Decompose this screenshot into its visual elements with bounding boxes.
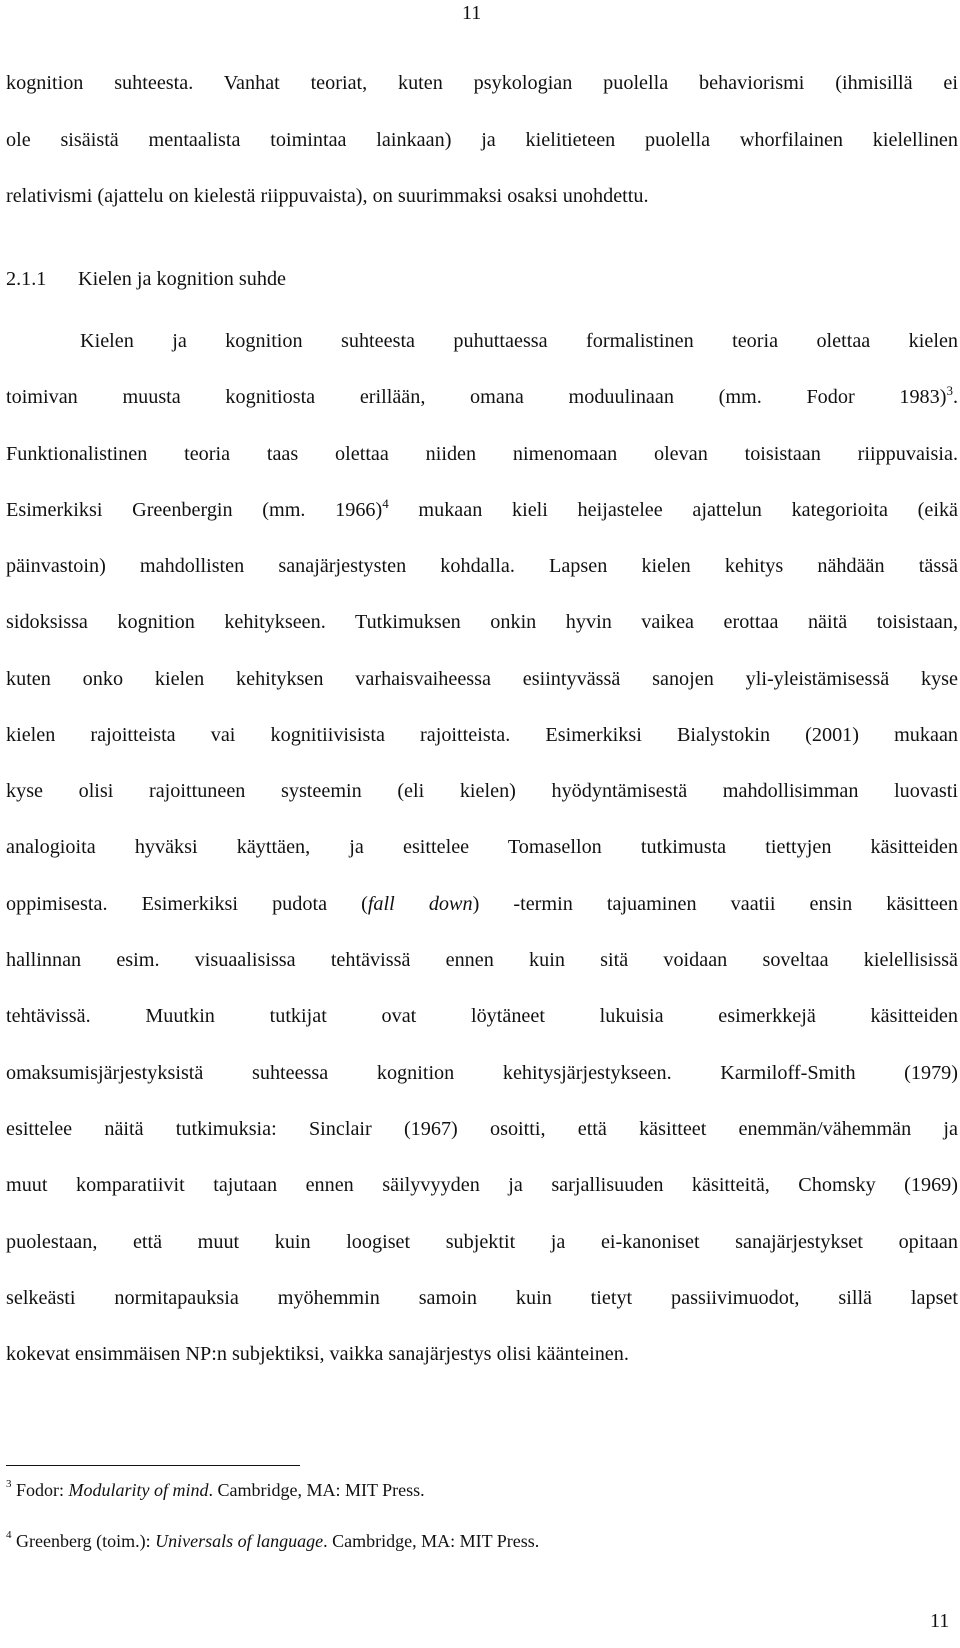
body-line-4-text-a: Esimerkiksi Greenbergin (mm. 1966) — [6, 499, 383, 521]
footnote-4-title: Universals of language — [155, 1531, 324, 1551]
intro-line-1: kognition suhteesta. Vanhat teoriat, kuten psykologian puolella behaviorismi (ihmisillä ei — [6, 72, 958, 94]
footnote-divider — [6, 1465, 300, 1466]
footnote-3-pre: Fodor: — [16, 1480, 69, 1500]
footnote-3-title: Modularity of mind — [68, 1480, 209, 1500]
section-heading — [6, 266, 958, 292]
footnote-4-mark: 4 — [6, 1529, 12, 1541]
footnote-4-post: . Cambridge, MA: MIT Press. — [323, 1531, 540, 1551]
footnote-ref-period: . — [952, 386, 958, 408]
footnote-4 — [6, 1530, 539, 1552]
body-line-6: sidoksissa kognition kehitykseen. Tutkimuksen onkin hyvin vaikea erottaa näitä toisistaan, — [6, 611, 958, 633]
body-line-5: päinvastoin) mahdollisten sanajärjestysten kohdalla. Lapsen kielen kehitys nähdään tässä — [6, 555, 958, 577]
footnote-ref-3: 3 — [946, 383, 953, 398]
intro-line-2: ole sisäistä mentaalista toimintaa lainkaan) ja kielitieteen puolella whorfilainen kielellinen — [6, 129, 958, 151]
section-number: 2.1.1 — [6, 268, 47, 290]
body-line-15: esittelee näitä tutkimuksia: Sinclair (1967) osoitti, että käsitteet enemmän/vähemmän ja — [6, 1118, 958, 1140]
body-line-3: Funktionalistinen teoria taas olettaa niiden nimenomaan olevan toisistaan riippuvaisia. — [6, 443, 958, 465]
footnote-ref-4: 4 — [382, 496, 389, 511]
body-line-12: hallinnan esim. visuaalisissa tehtävissä ennen kuin sitä voidaan soveltaa kielellisissä — [6, 949, 958, 971]
italic-term: fall down — [367, 893, 473, 915]
body-line-4 — [6, 497, 958, 523]
body-line-8: kielen rajoitteista vai kognitiivisista rajoitteista. Esimerkiksi Bialystokin (2001) mukaan — [6, 724, 958, 746]
page-number-top: 11 — [462, 2, 482, 24]
body-line-18: selkeästi normitapauksia myöhemmin samoin kuin tietyt passiivimuodot, sillä lapset — [6, 1287, 958, 1309]
section-title: Kielen ja kognition suhde — [78, 268, 287, 290]
body-line-4-text-b: mukaan kieli heijastelee ajattelun kategorioita (eikä — [418, 499, 958, 521]
body-line-11-text-b: ) -termin tajuaminen vaatii ensin käsitteen — [472, 893, 958, 915]
intro-line-3: relativismi (ajattelu on kielestä riippuvaista), on suurimmaksi osaksi unohdettu. — [6, 185, 649, 207]
body-line-17: puolestaan, että muut kuin loogiset subjektit ja ei-kanoniset sanajärjestykset opitaan — [6, 1231, 958, 1253]
body-line-1: Kielen ja kognition suhteesta puhuttaessa formalistinen teoria olettaa kielen — [80, 330, 958, 352]
body-line-7: kuten onko kielen kehityksen varhaisvaiheessa esiintyvässä sanojen yli-yleistämisessä kyse — [6, 668, 958, 690]
body-line-11-text-a: oppimisesta. Esimerkiksi pudota ( — [6, 893, 368, 915]
page-number-bottom: 11 — [930, 1610, 950, 1632]
body-line-10: analogioita hyväksi käyttäen, ja esittelee Tomasellon tutkimusta tiettyjen käsitteiden — [6, 836, 958, 858]
footnote-4-pre: Greenberg (toim.): — [16, 1531, 156, 1551]
footnote-3-post: . Cambridge, MA: MIT Press. — [208, 1480, 425, 1500]
body-line-2-text: toimivan muusta kognitiosta erillään, omana moduulinaan (mm. Fodor 1983) — [6, 386, 947, 408]
body-line-16: muut komparatiivit tajutaan ennen säilyvyyden ja sarjallisuuden käsitteitä, Chomsky (1969) — [6, 1174, 958, 1196]
body-line-11 — [6, 891, 958, 917]
body-line-14: omaksumisjärjestyksistä suhteessa kognition kehitysjärjestykseen. Karmiloff-Smith (1979) — [6, 1062, 958, 1084]
footnote-3-mark: 3 — [6, 1478, 12, 1490]
footnote-3 — [6, 1479, 425, 1501]
body-line-9: kyse olisi rajoittuneen systeemin (eli kielen) hyödyntämisestä mahdollisimman luovasti — [6, 780, 958, 802]
body-line-2 — [6, 384, 958, 410]
body-line-13: tehtävissä. Muutkin tutkijat ovat löytäneet lukuisia esimerkkejä käsitteiden — [6, 1005, 958, 1027]
body-line-19: kokevat ensimmäisen NP:n subjektiksi, vaikka sanajärjestys olisi käänteinen. — [6, 1343, 629, 1365]
